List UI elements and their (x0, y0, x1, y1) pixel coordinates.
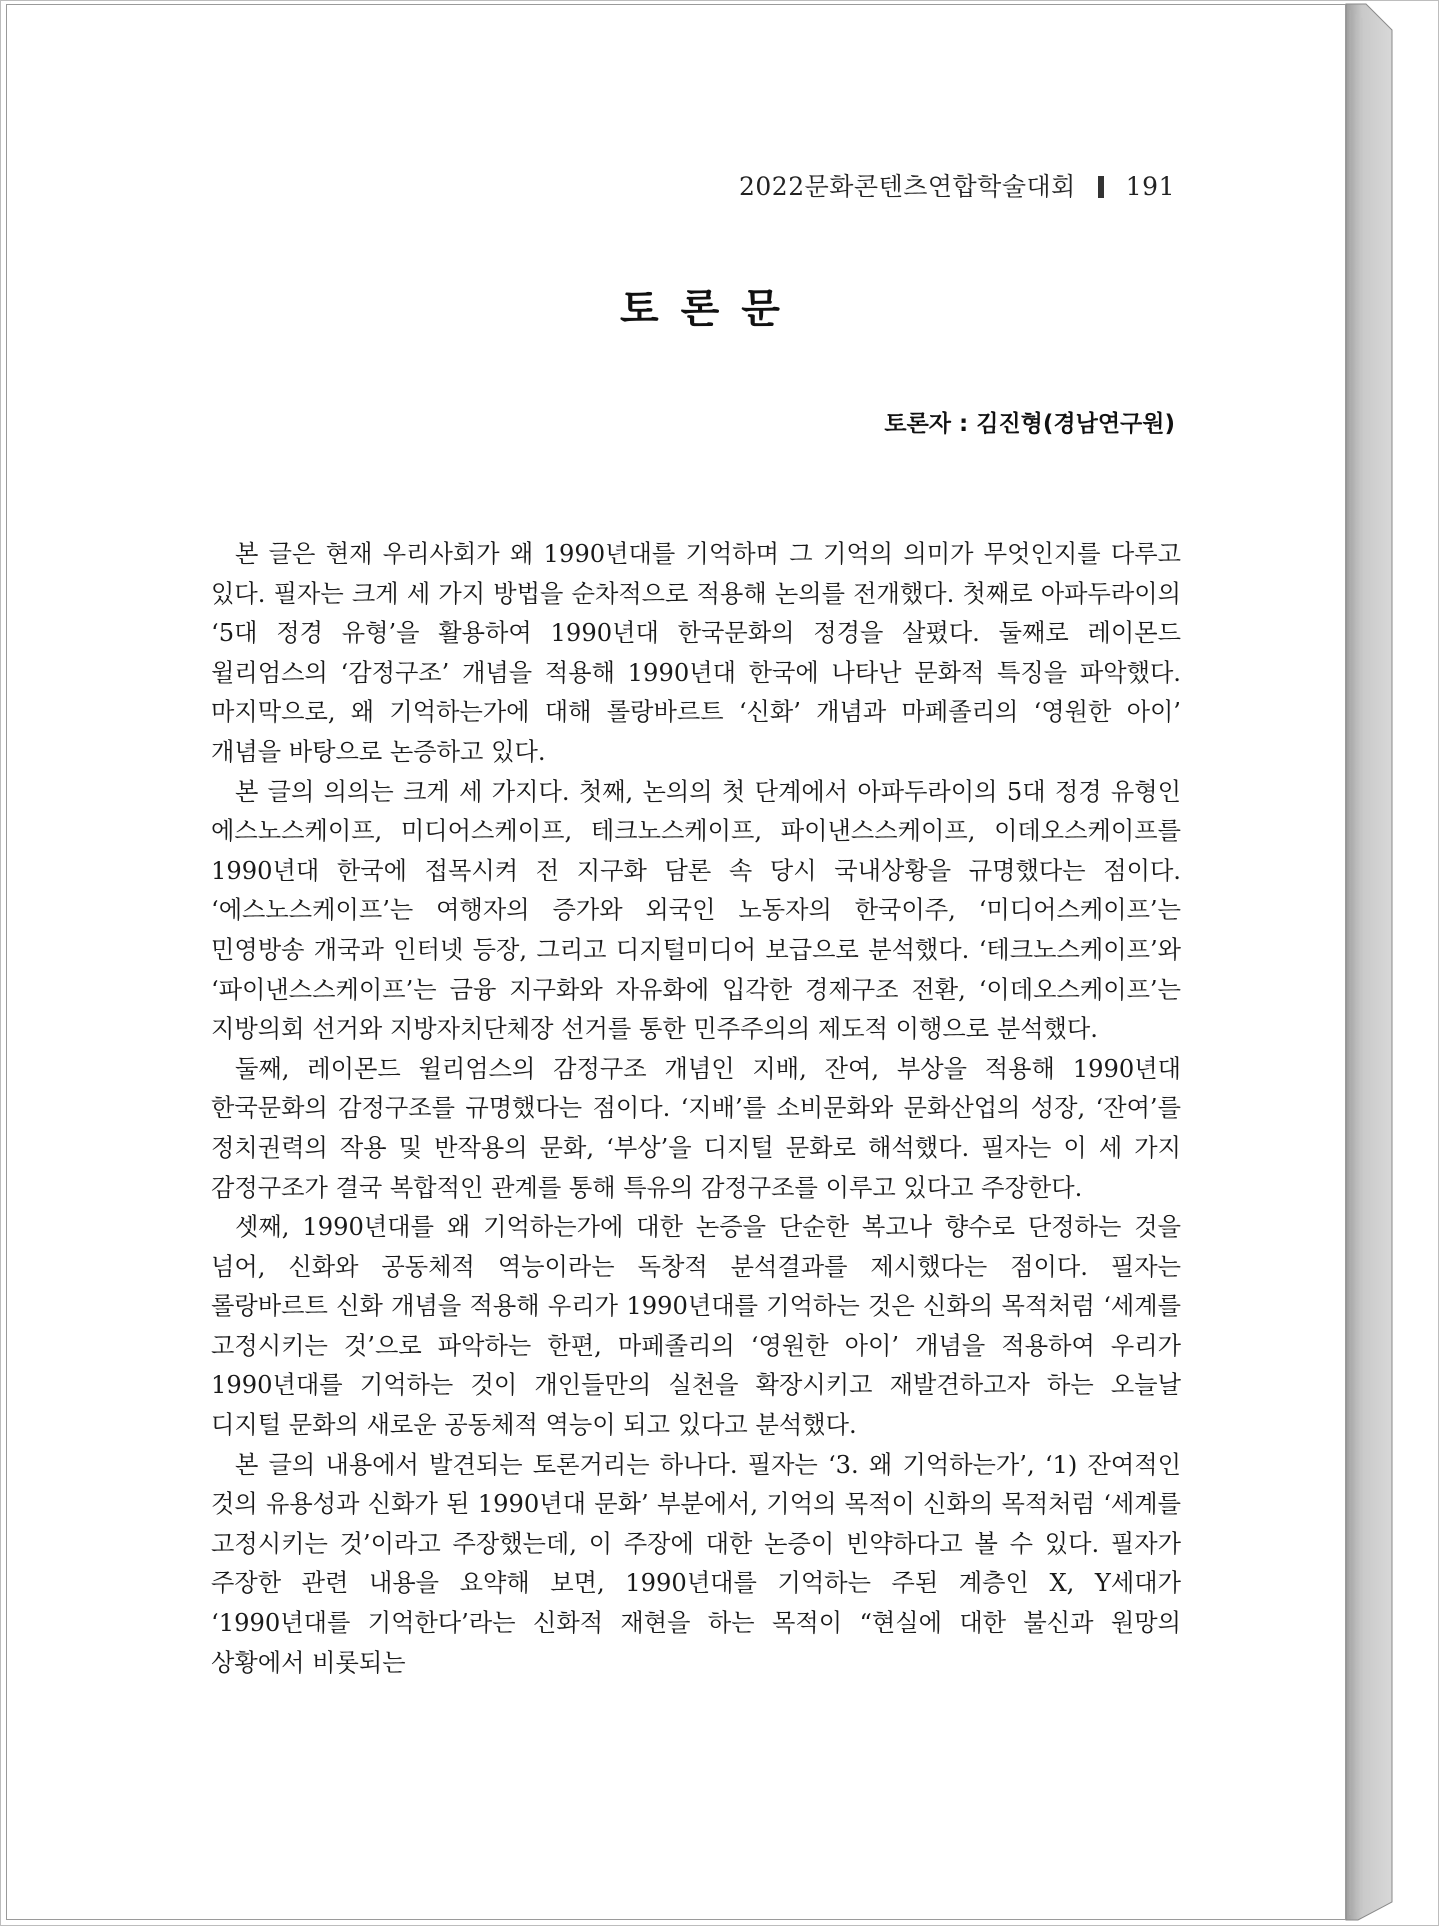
paragraph: 둘째, 레이몬드 윌리엄스의 감정구조 개념인 지배, 잔여, 부상을 적용해 1990년대 한국문화의 감정구조를 규명했다는 점이다. ‘지배’를 소비문화와 문화산업의 성장, ‘잔여’를 정치권력의 작용 및 반작용의 문화, ‘부상’을 디지털 문화로 해석했다. 필자는 이 세 가지 감정구조가 결국 복합적인 관계를 통해 특유의 감정구조를 이루고 있다고 주장한다. (211, 1054, 1181, 1202)
running-header (739, 167, 1175, 203)
paragraph: 셋째, 1990년대를 왜 기억하는가에 대한 논증을 단순한 복고나 향수로 단정하는 것을 넘어, 신화와 공동체적 역능이라는 독창적 분석결과를 제시했다는 점이다. 필자는 롤랑바르트 신화 개념을 적용해 우리가 1990년대를 기억하는 것은 신화의 목적처럼 ‘세계를 고정시키는 것’으로 파악하는 한편, 마페졸리의 ‘영원한 아이’ 개념을 적용하여 우리가 1990년대를 기억하는 것이 개인들만의 실천을 확장시키고 재발견하고자 하는 오늘날 디지털 문화의 새로운 공동체적 역능이 되고 있다고 분석했다. (211, 1213, 1181, 1440)
header-separator (1098, 176, 1104, 198)
document-page (6, 4, 1346, 1920)
paragraph: 본 글의 내용에서 발견되는 토론거리는 하나다. 필자는 ‘3. 왜 기억하는가’, ‘1) 잔여적인 것의 유용성과 신화가 된 1990년대 문화’ 부분에서, 기억의 목적이 신화의 목적처럼 ‘세계를 고정시키는 것’이라고 주장했는데, 이 주장에 대한 논증이 빈약하다고 볼 수 있다. 필자가 주장한 관련 내용을 요약해 보면, 1990년대를 기억하는 주된 계층인 X, Y세대가 ‘1990년대를 기억한다’라는 신화적 재현을 하는 목적이 “현실에 대한 불신과 원망의 상황에서 비롯되는 (211, 1450, 1181, 1677)
conference-name: 2022문화콘텐츠연합학술대회 (739, 172, 1076, 201)
body-text (211, 535, 1181, 1683)
discussant-line: 토론자 : 김진형(경남연구원) (884, 411, 1175, 437)
paragraph: 본 글은 현재 우리사회가 왜 1990년대를 기억하며 그 기억의 의미가 무엇인지를 다루고 있다. 필자는 크게 세 가지 방법을 순차적으로 적용해 논의를 전개했다. 첫째로 아파두라이의 ‘5대 정경 유형’을 활용하여 1990년대 한국문화의 정경을 살폈다. 둘째로 레이몬드 윌리엄스의 ‘감정구조’ 개념을 적용해 1990년대 한국에 나타난 문화적 특징을 파악했다. 마지막으로, 왜 기억하는가에 대해 롤랑바르트 ‘신화’ 개념과 마페졸리의 ‘영원한 아이’ 개념을 바탕으로 논증하고 있다. (211, 540, 1181, 766)
document-title: 토론문 (620, 286, 802, 332)
paragraph: 본 글의 의의는 크게 세 가지다. 첫째, 논의의 첫 단계에서 아파두라이의 5대 정경 유형인 에스노스케이프, 미디어스케이프, 테크노스케이프, 파이낸스스케이프, 이데오스케이프를 1990년대 한국에 접목시켜 전 지구화 담론 속 당시 국내상황을 규명했다는 점이다. ‘에스노스케이프’는 여행자의 증가와 외국인 노동자의 한국이주, ‘미디어스케이프’는 민영방송 개국과 인터넷 등장, 그리고 디지털미디어 보급으로 분석했다. ‘테크노스케이프’와 ‘파이낸스스케이프’는 금융 지구화와 자유화에 입각한 경제구조 전환, ‘이데오스케이프’는 지방의회 선거와 지방자치단체장 선거를 통한 민주주의의 제도적 이행으로 분석했다. (211, 777, 1181, 1044)
page-number: 191 (1125, 172, 1175, 201)
